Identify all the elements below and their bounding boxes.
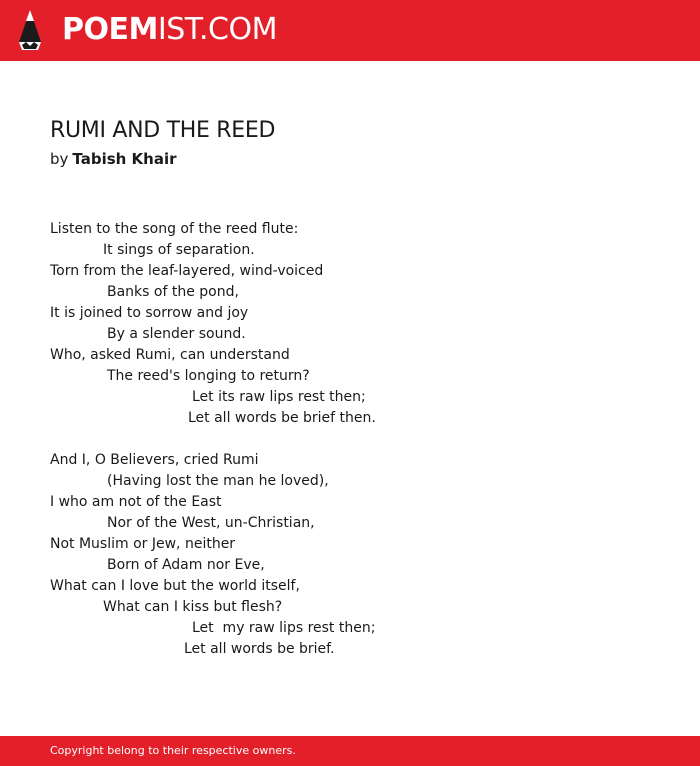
poem-line-text: Who, asked Rumi, can understand: [50, 347, 290, 363]
poem-line-text: What can I kiss but flesh?: [103, 599, 283, 615]
poem-line-text: Let its raw lips rest then;: [192, 389, 366, 405]
poem-line-text: Torn from the leaf-layered, wind-voiced: [50, 263, 324, 279]
poem-line: [50, 576, 670, 597]
poem-line-text: What can I love but the world itself,: [50, 578, 300, 594]
site-footer: [0, 736, 700, 766]
poem-line-text: Let all words be brief.: [184, 641, 335, 657]
poem-line-text: Nor of the West, un-Christian,: [107, 515, 315, 531]
poem-line-text: The reed's longing to return?: [107, 368, 310, 384]
poem-line-text: Born of Adam nor Eve,: [107, 557, 265, 573]
poem-line: [50, 555, 670, 576]
poem-line: [50, 471, 670, 492]
poem-line: [50, 450, 670, 471]
poem-line: [50, 618, 670, 639]
poem-line-text: Listen to the song of the reed flute:: [50, 221, 299, 237]
poem-line: [50, 492, 670, 513]
poem-title: RUMI AND THE REED: [50, 118, 276, 143]
poem-line-text: I who am not of the East: [50, 494, 222, 510]
stanza-break: [50, 429, 670, 450]
poem-line: [50, 639, 670, 660]
pencil-icon[interactable]: [17, 9, 43, 51]
poem-line: [50, 597, 670, 618]
poem-line: [50, 534, 670, 555]
poem-body: [50, 219, 670, 660]
byline: [50, 149, 177, 169]
poem-line: [50, 240, 670, 261]
logo-light-text: IST.COM: [157, 12, 277, 47]
poem-line-text: Let all words be brief then.: [188, 410, 376, 426]
logo-bold-text: POEM: [62, 12, 158, 47]
poem-line-text: It is joined to sorrow and joy: [50, 305, 249, 321]
poem-line-text: (Having lost the man he loved),: [107, 473, 329, 489]
poem-line-text: And I, O Believers, cried Rumi: [50, 452, 259, 468]
poem-line: [50, 408, 670, 429]
site-header: [0, 0, 700, 61]
poem-line-text: Let my raw lips rest then;: [192, 620, 376, 636]
copyright-text: Copyright belong to their respective owners.: [50, 744, 296, 757]
poem-line: [50, 282, 670, 303]
poem-line: [50, 366, 670, 387]
poem-line: [50, 219, 670, 240]
poem-line-text: Banks of the pond,: [107, 284, 239, 300]
by-label: by: [50, 150, 69, 168]
poem-line-text: It sings of separation.: [103, 242, 255, 258]
author-name: Tabish Khair: [72, 150, 177, 168]
poem-line-text: By a slender sound.: [107, 326, 246, 342]
poem-line-text: Not Muslim or Jew, neither: [50, 536, 236, 552]
poem-line: [50, 261, 670, 282]
poem-line: [50, 303, 670, 324]
site-logo[interactable]: [62, 13, 277, 47]
poem-line: [50, 387, 670, 408]
poem-line: [50, 324, 670, 345]
poem-line: [50, 513, 670, 534]
poem-line: [50, 345, 670, 366]
